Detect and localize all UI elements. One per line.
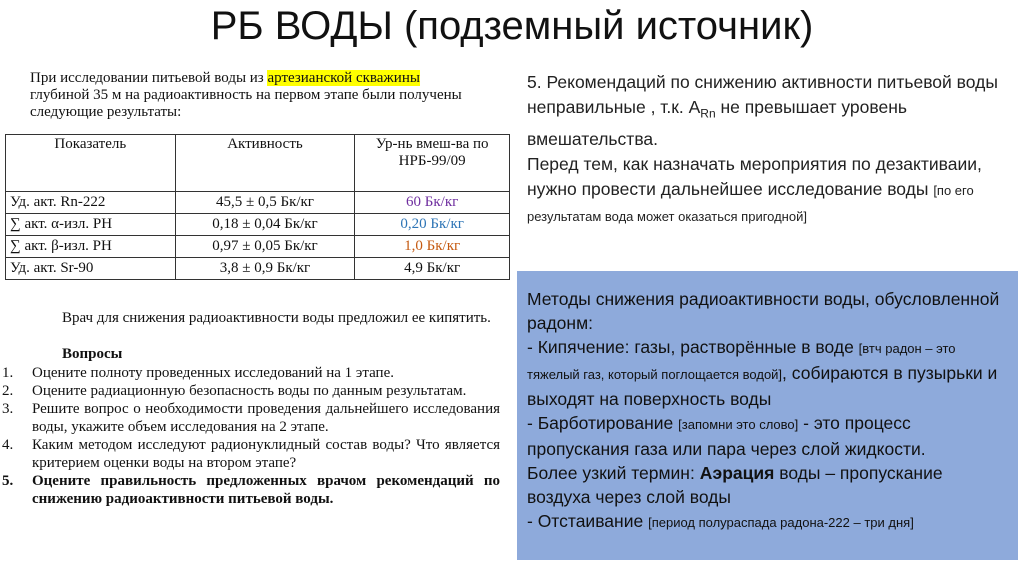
row-name: ∑ акт. β-изл. РН — [6, 236, 176, 258]
row-level: 60 Бк/кг — [355, 192, 510, 214]
row-name: Уд. акт. Rn-222 — [6, 192, 176, 214]
question-number: 2. — [2, 383, 14, 399]
question-text: Оцените полноту проведенных исследований на 1 этапе. — [32, 365, 394, 381]
row-activity: 45,5 ± 0,5 Бк/кг — [175, 192, 355, 214]
table-row — [6, 258, 510, 280]
methods-intro: Методы снижения радиоактивности воды, обусловленной радонм: — [527, 289, 1000, 333]
intro-text-start: При исследовании питьевой воды из — [30, 70, 268, 86]
row-activity: 3,8 ± 0,9 Бк/кг — [175, 258, 355, 280]
questions-heading: Вопросы — [62, 346, 123, 362]
header-activity: Активность — [175, 135, 355, 192]
method-boiling: - Кипячение: газы, растворённые в воде — [527, 337, 859, 357]
table-row — [6, 236, 510, 258]
table-row — [6, 192, 510, 214]
rec-line1-end: не превышает уровень вмешательства. — [527, 97, 908, 149]
results-table — [5, 134, 510, 280]
question-text: Оцените правильность предложенных врачом рекомендаций по снижению радиоактивности питьевой воды. — [32, 473, 500, 507]
header-level: Ур-нь вмеш-ва по НРБ-99/09 — [355, 135, 510, 192]
bubbling-end: - это процесс пропускания газа или пара через слой жидкости. — [527, 413, 926, 459]
question-item — [0, 436, 500, 472]
highlighted-term: артезианской скважины — [267, 70, 420, 86]
question-item — [0, 400, 500, 436]
method-settling: - Отстаивание — [527, 511, 649, 531]
row-activity: 0,18 ± 0,04 Бк/кг — [175, 214, 355, 236]
boiling-end: , собираются в пузырьки и выходят на поверхность воды — [527, 363, 998, 409]
question-text: Решите вопрос о необходимости проведения дальнейшего исследования воды, укажите объем исследования на 2 этапе. — [32, 401, 500, 435]
slide-title: РБ ВОДЫ (подземный источник) — [210, 4, 814, 48]
narrow-term: Более узкий термин: — [527, 463, 700, 483]
question-item — [0, 364, 500, 382]
question-number: 3. — [2, 401, 14, 417]
bubbling-note: [запомни это слово] — [678, 417, 799, 432]
row-name: Уд. акт. Sr-90 — [6, 258, 176, 280]
question-number: 1. — [2, 365, 14, 381]
methods-box — [517, 271, 1018, 560]
rec-line1: 5. Рекомендаций по снижению активности питьевой воды неправильные , т.к. A — [527, 72, 998, 117]
settling-note: [период полураспада радона-222 – три дня] — [648, 515, 914, 530]
doctor-proposal: Врач для снижения радиоактивности воды предложил ее кипятить. — [62, 310, 491, 326]
row-level: 4,9 Бк/кг — [355, 258, 510, 280]
rec-note: [по его результатам вода может оказаться пригодной] — [527, 182, 974, 224]
intro-text-end: глубиной 35 м на радиоактивность на первом этапе были получены следующие результаты: — [30, 87, 462, 120]
row-level: 0,20 Бк/кг — [355, 214, 510, 236]
intro-paragraph — [30, 70, 480, 121]
method-bubbling: - Барботирование — [527, 413, 679, 433]
row-level: 1,0 Бк/кг — [355, 236, 510, 258]
question-number: 5. — [2, 473, 14, 489]
rec-subscript: Rn — [700, 106, 716, 121]
boiling-note: [втч радон – это тяжелый газ, который поглощается водой] — [527, 341, 956, 382]
recommendation-answer — [527, 70, 1022, 229]
aeration-term: Аэрация — [699, 463, 775, 483]
question-item — [0, 382, 500, 400]
narrow-end: воды – пропускание воздуха через слой воды — [527, 463, 943, 507]
header-indicator: Показатель — [6, 135, 176, 192]
question-text: Каким методом исследуют радионуклидный состав воды? Что является критерием оценки воды на втором этапе? — [32, 437, 500, 471]
question-item — [0, 472, 500, 508]
questions-list — [0, 364, 500, 508]
table-row — [6, 214, 510, 236]
question-text: Оцените радиационную безопасность воды по данным результатам. — [32, 383, 467, 399]
rec-line2: Перед тем, как назначать мероприятия по дезактиваии, нужно провести дальнейшее исследование воды — [527, 153, 982, 199]
question-number: 4. — [2, 437, 14, 453]
row-name: ∑ акт. α-изл. РН — [6, 214, 176, 236]
table-header-row — [6, 135, 510, 192]
row-activity: 0,97 ± 0,05 Бк/кг — [175, 236, 355, 258]
